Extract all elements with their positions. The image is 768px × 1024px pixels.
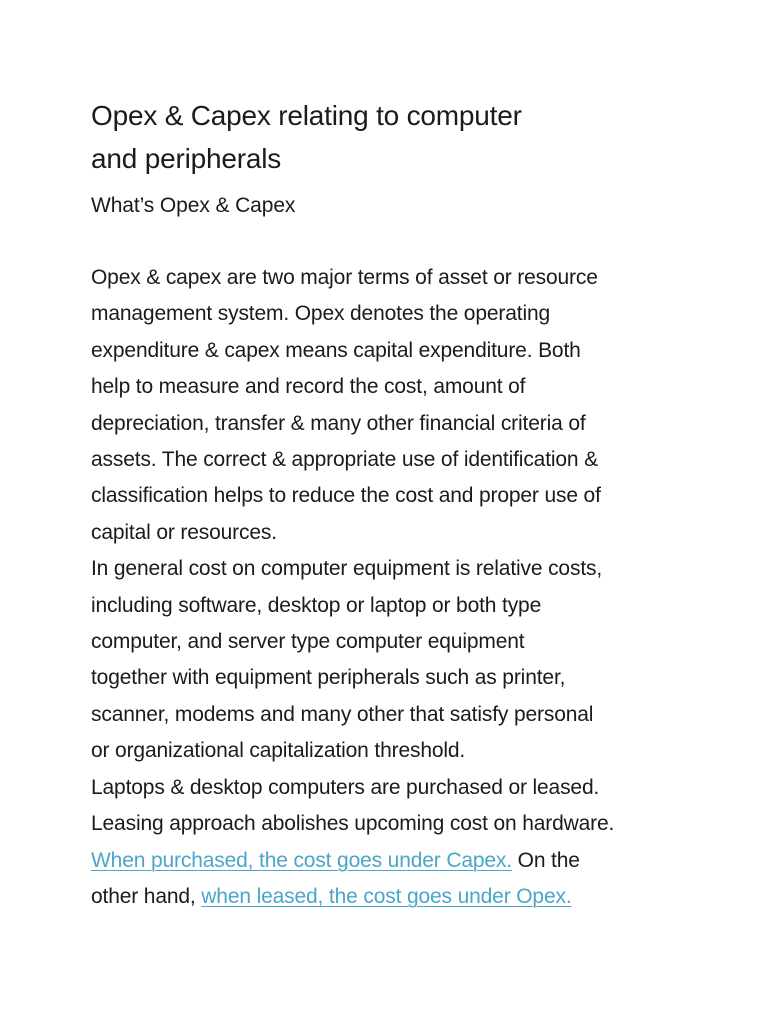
document-body [91, 260, 691, 915]
text-line: together with equipment peripherals such as printer, [91, 666, 566, 690]
text-line: assets. The correct & appropriate use of identification & [91, 448, 599, 472]
text-fragment: On the [511, 848, 580, 872]
document-page [91, 94, 691, 915]
text-fragment: other hand, [91, 884, 202, 908]
paragraph-opex-capex-definition [91, 260, 691, 551]
text-line: Leasing approach abolishes upcoming cost on hardware. [91, 812, 615, 836]
text-line: or organizational capitalization threshold. [91, 739, 466, 763]
opex-lease-link[interactable]: when leased, the cost goes under Opex. [201, 884, 572, 908]
text-line: scanner, modems and many other that satisfy personal [91, 702, 594, 726]
title-line: and peripherals [91, 143, 282, 174]
section-heading: What’s Opex & Capex [91, 194, 296, 217]
capex-purchase-link[interactable]: When purchased, the cost goes under Capex. [91, 848, 512, 872]
text-line: expenditure & capex means capital expenditure. Both [91, 338, 581, 362]
text-line [91, 843, 691, 879]
text-line: help to measure and record the cost, amount of [91, 375, 526, 399]
text-line: Opex & capex are two major terms of asset or resource [91, 266, 598, 289]
paragraph-computer-equipment-costs [91, 551, 691, 769]
text-line: capital or resources. [91, 520, 277, 544]
text-line: classification helps to reduce the cost and proper use of [91, 484, 601, 508]
text-line: In general cost on computer equipment is relative costs, [91, 557, 603, 581]
text-line: management system. Opex denotes the operating [91, 302, 551, 326]
text-line: depreciation, transfer & many other financial criteria of [91, 411, 586, 435]
text-line [91, 879, 691, 915]
title-line: Opex & Capex relating to computer [91, 100, 522, 131]
text-line: including software, desktop or laptop or both type [91, 593, 542, 617]
document-title [91, 94, 691, 180]
text-line: Laptops & desktop computers are purchased or leased. [91, 775, 600, 799]
paragraph-purchase-vs-lease [91, 770, 691, 916]
text-line: computer, and server type computer equipment [91, 630, 525, 654]
